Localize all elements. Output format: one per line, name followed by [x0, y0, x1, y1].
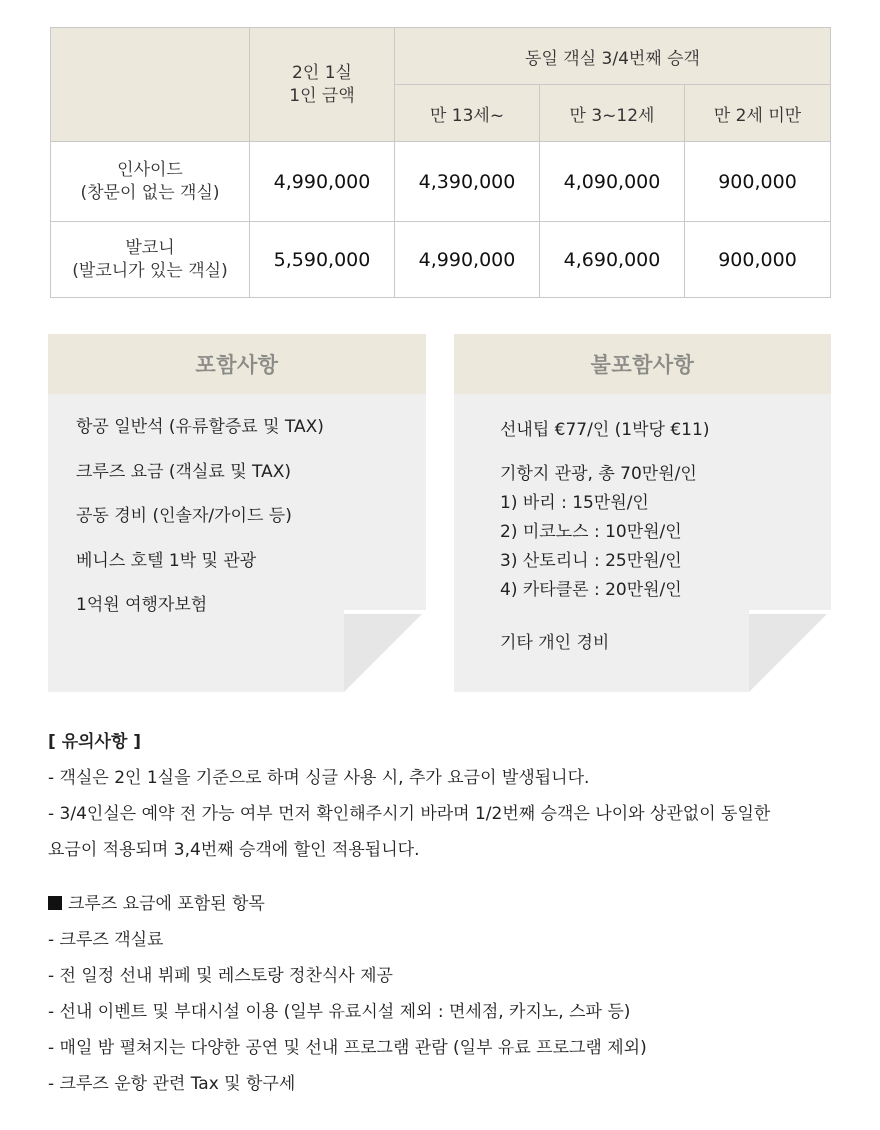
header-age-under-2: 만 2세 미만: [685, 85, 831, 142]
list-item: 1) 바리 : 15만원/인: [500, 493, 649, 513]
list-item: 기타 개인 경비: [500, 633, 610, 653]
price-cell: 900,000: [685, 222, 831, 298]
note-line: - 객실은 2인 1실을 기준으로 하며 싱글 사용 시, 추가 요금이 발생됩니다.: [48, 768, 590, 788]
page-fold-icon: [749, 610, 831, 692]
list-item: 기항지 관광, 총 70만원/인: [500, 464, 697, 484]
note-line: - 3/4인실은 예약 전 가능 여부 먼저 확인해주시기 바라며 1/2번째 승객은 나이와 상관없이 동일한: [48, 804, 771, 824]
price-cell: 4,390,000: [395, 142, 540, 222]
header-extra-passenger-group: 동일 객실 3/4번째 승객: [395, 28, 831, 85]
notes-title: [ 유의사항 ]: [48, 732, 142, 752]
header-base-price: 2인 1실 1인 금액: [250, 28, 395, 142]
header-empty-cell: [51, 28, 250, 142]
price-cell: 4,990,000: [395, 222, 540, 298]
square-bullet-icon: [48, 896, 62, 910]
list-item: - 선내 이벤트 및 부대시설 이용 (일부 유료시설 제외 : 면세점, 카지노, 스파 등): [48, 1002, 631, 1022]
included-title: 포함사항: [48, 334, 426, 394]
table-row: [51, 142, 831, 222]
note-line: 요금이 적용되며 3,4번째 승객에 할인 적용됩니다.: [48, 840, 420, 860]
included-box: [48, 334, 426, 692]
list-item: - 전 일정 선내 뷔페 및 레스토랑 정찬식사 제공: [48, 966, 393, 986]
price-cell: 4,990,000: [250, 142, 395, 222]
excluded-box: [454, 334, 831, 692]
list-item: 1억원 여행자보험: [76, 595, 208, 615]
page-fold-icon: [344, 610, 426, 692]
cruise-included-title: 크루즈 요금에 포함된 항목: [48, 886, 840, 922]
list-item: 3) 산토리니 : 25만원/인: [500, 551, 682, 571]
list-item: 2) 미코노스 : 10만원/인: [500, 522, 682, 542]
included-list: [76, 416, 406, 639]
list-item: - 크루즈 운항 관련 Tax 및 항구세: [48, 1074, 296, 1094]
header-age-3-12: 만 3~12세: [540, 85, 685, 142]
price-cell: 4,090,000: [540, 142, 685, 222]
list-item: - 크루즈 객실료: [48, 930, 164, 950]
list-item: 공동 경비 (인솔자/가이드 등): [76, 506, 292, 526]
list-item: - 매일 밤 펼쳐지는 다양한 공연 및 선내 프로그램 관람 (일부 유료 프로그램 제외): [48, 1038, 647, 1058]
notes-section: [48, 724, 840, 1102]
excluded-title: 불포함사항: [454, 334, 831, 394]
room-type-cell: 인사이드 (창문이 없는 객실): [51, 142, 250, 222]
price-table: [50, 27, 831, 298]
list-item: 크루즈 요금 (객실료 및 TAX): [76, 461, 292, 482]
room-type-cell: 발코니 (발코니가 있는 객실): [51, 222, 250, 298]
list-item: 베니스 호텔 1박 및 관광: [76, 550, 257, 571]
price-cell: 900,000: [685, 142, 831, 222]
price-cell: 5,590,000: [250, 222, 395, 298]
price-cell: 4,690,000: [540, 222, 685, 298]
table-row: [51, 222, 831, 298]
list-item: 선내팁 €77/인 (1박당 €11): [500, 420, 710, 440]
list-item: 항공 일반석 (유류할증료 및 TAX): [76, 417, 324, 437]
list-item: 4) 카타클론 : 20만원/인: [500, 580, 682, 600]
header-age-13-plus: 만 13세~: [395, 85, 540, 142]
